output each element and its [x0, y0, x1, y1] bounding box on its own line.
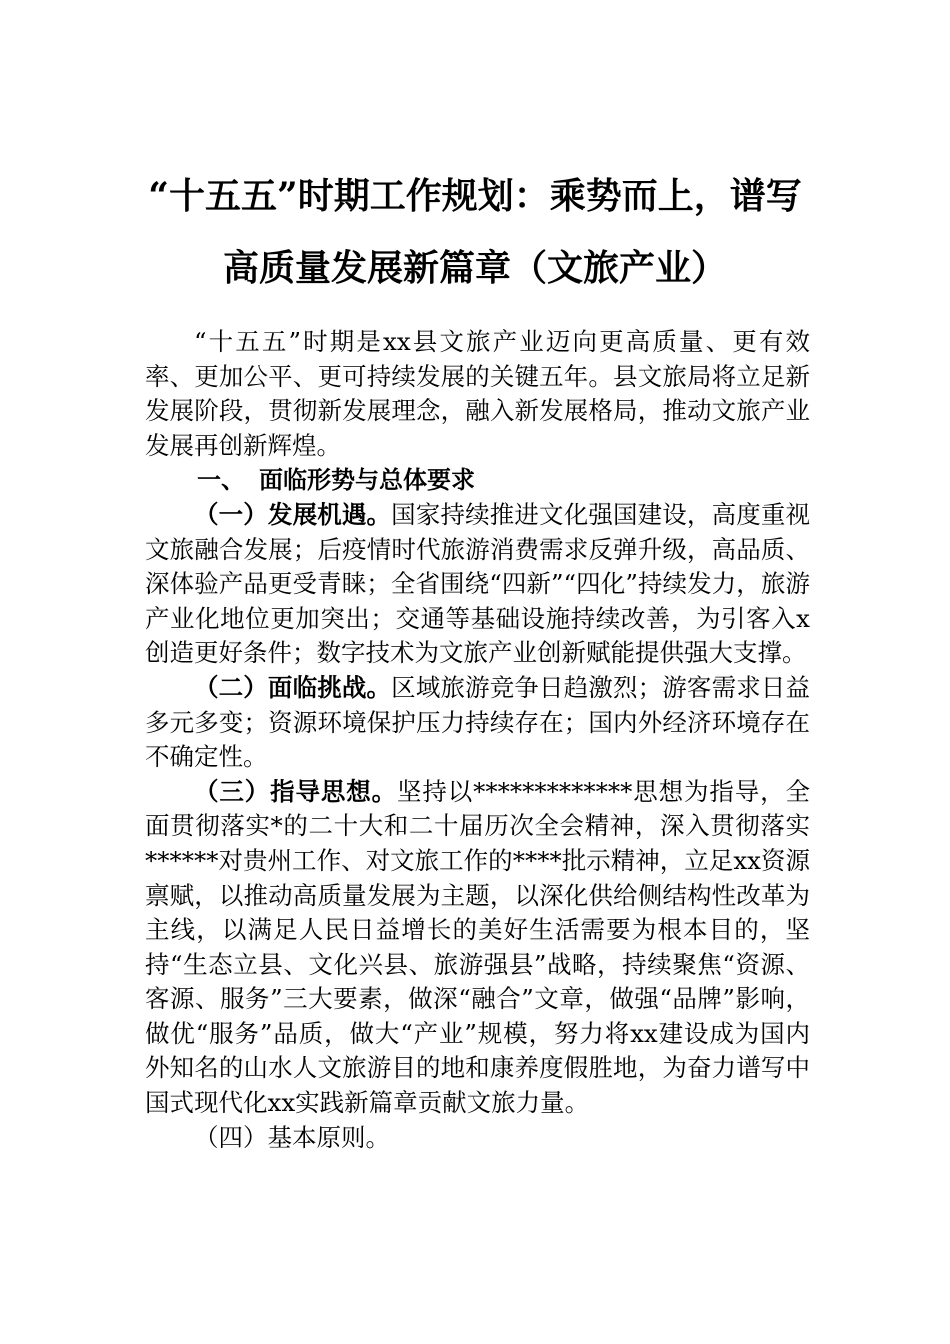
title-line-1: “十五五”时期工作规划：乘势而上，谱写: [148, 175, 802, 217]
item-paragraph-4: [145, 1121, 810, 1156]
section-title: 面临形势与总体要求: [259, 466, 475, 495]
section-number: 一、: [197, 466, 245, 495]
item-text-2: 区域旅游竞争日趋激烈；游客需求日益多元多变；资源环境保护压力持续存在；国内外经济环境存在不确定性。: [145, 672, 811, 772]
section-heading-1: [145, 463, 810, 498]
item-lead-2: （二）面临挑战。: [194, 672, 392, 702]
item-lead-4: （四）基本原则。: [194, 1122, 390, 1152]
item-text-1: 国家持续推进文化强国建设，高度重视文旅融合发展；后疫情时代旅游消费需求反弹升级，高品质、深体验产品更受青睐；全省围绕“四新”“四化”持续发力，旅游产业化地位更加突出；交通等基础设施持续改善，为引客入x创造更好条件；数字技术为文旅产业创新赋能提供强大支撑。: [145, 499, 811, 668]
intro-paragraph: “十五五”时期是xx县文旅产业迈向更高质量、更有效率、更加公平、更可持续发展的关键五年。县文旅局将立足新发展阶段，贯彻新发展理念，融入新发展格局，推动文旅产业发展再创新辉煌。: [145, 327, 810, 460]
document-title: [100, 160, 850, 304]
item-paragraph-2: [145, 671, 810, 775]
item-paragraph-1: [145, 498, 810, 671]
item-paragraph-3: [145, 775, 810, 1121]
item-lead-3: （三）指导思想。: [194, 776, 397, 806]
item-lead-1: （一）发展机遇。: [194, 499, 392, 529]
title-line-2: 高质量发展新篇章（文旅产业）: [222, 247, 727, 289]
item-text-3: 坚持以*************思想为指导，全面贯彻落实*的二十大和二十届历次全会精神，深入贯彻落实******对贵州工作、对文旅工作的****批示精神，立足xx资源禀赋，以推动高质量发展为主题，以深化供给侧结构性改革为主线，以满足人民日益增长的美好生活需要为根本目的，坚持“生态立县、文化兴县、旅游强县”战略，持续聚焦“资源、客源、服务”三大要素，做深“融合”文章，做强“品牌”影响，做优“服务”品质，做大“产业”规模，努力将xx建设成为国内外知名的山水人文旅游目的地和康养度假胜地，为奋力谱写中国式现代化xx实践新篇章贡献文旅力量。: [145, 776, 810, 1118]
document-body: [145, 325, 810, 1155]
